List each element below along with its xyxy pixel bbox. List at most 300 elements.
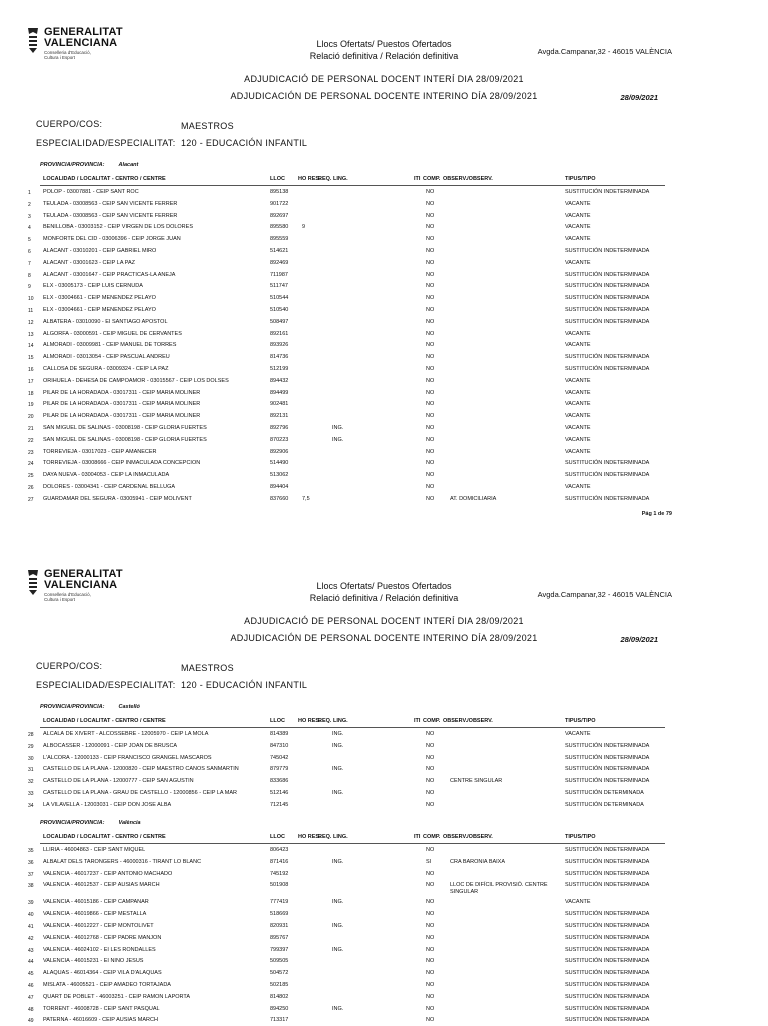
especialidad-label: ESPECIALIDAD/ESPECIALITAT: (36, 680, 176, 690)
cell-tipo: VACANTE (565, 899, 591, 906)
cell-comp: NO (426, 318, 435, 325)
cell-lloc: 892161 (270, 330, 289, 337)
cell-tipo: VACANTE (565, 236, 591, 243)
cell-lloc: 837660 (270, 495, 289, 502)
document-date: 28/09/2021 (620, 93, 658, 102)
table-row (0, 435, 768, 446)
cell-tipo: SUSTITUCIÓN INDETERMINADA (565, 1017, 650, 1024)
table-row (0, 741, 768, 752)
cell-lloc: 871416 (270, 858, 289, 865)
table-row (0, 753, 768, 764)
table-row (0, 317, 768, 328)
col-req: REQ. LING. (318, 176, 348, 182)
cell-centro: ORIHUELA - DEHESA DE CAMPOAMOR - 03015567 - CEIP LOS DOLSES (43, 377, 229, 384)
cell-centro: VALÈNCIA - 46012537 - CEIP AUSIÀS MARCH (43, 882, 160, 889)
table-row (0, 945, 768, 956)
cell-comp: NO (426, 946, 435, 953)
row-number: 40 (28, 912, 34, 919)
table-row (0, 921, 768, 932)
cell-lloc: 893926 (270, 342, 289, 349)
cell-tipo: SUSTITUCIÓN INDETERMINADA (565, 754, 650, 761)
table-row (0, 788, 768, 799)
row-number: 18 (28, 390, 34, 397)
row-number: 25 (28, 473, 34, 480)
cell-comp: NO (426, 212, 435, 219)
cell-comp: NO (426, 436, 435, 443)
cell-lloc: 712145 (270, 801, 289, 808)
cell-tipo: SUSTITUCIÓN INDETERMINADA (565, 460, 650, 467)
row-number: 3 (28, 213, 31, 220)
cell-centro: ALCALÀ DE XIVERT - ALCOSSEBRE - 12005970 - CEIP LA MOLA (43, 731, 209, 737)
cell-lloc: 814736 (270, 354, 289, 361)
cell-centro: TORRENT - 46008728 - CEIP SANT PASQUAL (43, 1005, 160, 1012)
cell-req-ling: ING. (332, 946, 344, 953)
cell-lloc: 799397 (270, 946, 289, 953)
row-number: 11 (28, 308, 34, 314)
cell-centro: L'ALCORA - 12000133 - CEIP FRANCISCO GRANGEL MASCARÓS (43, 754, 212, 761)
cell-centro: PILAR DE LA HORADADA - 03017311 - CEIP MARÍA MOLINER (43, 413, 201, 420)
cell-centro: VALÈNCIA - 46017237 - CEIP ANTONIO MACHADO (43, 870, 173, 877)
cell-lloc: 518669 (270, 911, 289, 918)
cell-centro: ALBATERA - 03010090 - EI SANTIAGO APÓSTOL (43, 318, 168, 325)
page-2 (0, 538, 768, 1024)
cell-centro: CASTELLÓ DE LA PLANA - 12000777 - CEIP SAN AGUSTÍN (43, 778, 194, 785)
table-row (0, 933, 768, 944)
cell-lloc: 713317 (270, 1017, 289, 1024)
table-row (0, 776, 768, 787)
cell-comp: NO (426, 958, 435, 965)
cell-observ: AT. DOMICILIARIA (450, 495, 497, 502)
cell-comp: NO (426, 982, 435, 988)
row-number: 36 (28, 859, 34, 866)
row-number: 48 (28, 1006, 34, 1013)
cell-lloc: 820931 (270, 923, 289, 929)
table-row (0, 1015, 768, 1026)
cell-tipo: SUSTITUCIÓN INDETERMINADA (565, 472, 650, 479)
cell-centro: DAYA NUEVA - 03004053 - CEIP LA INMACULADA (43, 472, 170, 479)
cell-tipo: SUSTITUCIÓN INDETERMINADA (565, 283, 650, 290)
cell-comp: NO (426, 366, 435, 372)
cell-req-ling: ING. (332, 923, 344, 929)
cell-centro: SAN MIGUEL DE SALINAS - 03008198 - CEIP GLORIA FUERTES (43, 425, 207, 431)
table-row (0, 411, 768, 422)
cell-tipo: SUSTITUCIÓN INDETERMINADA (565, 495, 650, 502)
col-horas: HO RES. (298, 176, 321, 182)
cell-tipo: SUSTITUCIÓN INDETERMINADA (565, 958, 650, 965)
cell-tipo: SUSTITUCIÓN INDETERMINADA (565, 248, 650, 254)
col-obs: OBSERV./OBSERV. (443, 176, 493, 182)
table-row (0, 857, 768, 868)
cell-tipo: VACANTE (565, 330, 591, 337)
row-number: 19 (28, 402, 34, 409)
row-number: 35 (28, 848, 34, 854)
cell-tipo: SUSTITUCIÓN INDETERMINADA (565, 858, 650, 865)
cell-lloc: 901722 (270, 200, 289, 207)
cell-comp: NO (426, 847, 435, 853)
cuerpo-label: CUERPO/COS: (36, 661, 103, 671)
cell-lloc: 512146 (270, 790, 289, 796)
cell-tipo: VACANTE (565, 401, 591, 408)
cell-tipo: SUSTITUCIÓN INDETERMINADA (565, 970, 650, 977)
cell-centro: LA VILAVELLA - 12003031 - CEIP DON JOSÉ ALBA (43, 801, 172, 808)
logo-subtitle: Conselleria d'Educació, Cultura i Esport (44, 50, 91, 60)
cell-tipo: SUSTITUCIÓN INDETERMINADA (565, 318, 650, 325)
cell-tipo: SUSTITUCIÓN INDETERMINADA (565, 946, 650, 953)
cell-comp: NO (426, 801, 435, 808)
cell-centro: ALACANT - 03001623 - CEIP LA PAZ (43, 259, 136, 266)
cell-comp: NO (426, 189, 435, 195)
cell-req-ling: ING. (332, 731, 344, 737)
cell-comp: NO (426, 993, 435, 1000)
cell-centro: QUART DE POBLET - 46003251 - CEIP RAMÓN LAPORTA (43, 993, 191, 1000)
cell-lloc: 777419 (270, 899, 289, 906)
table-row (0, 258, 768, 269)
cell-centro: ELX - 03004661 - CEIP MENÉNDEZ PELAYO (43, 295, 156, 302)
row-number: 41 (28, 924, 34, 930)
cell-lloc: 509505 (270, 958, 289, 965)
cell-comp: NO (426, 200, 435, 207)
row-number: 29 (28, 743, 34, 750)
col-itin: ITI (414, 176, 421, 182)
row-number: 8 (28, 272, 31, 279)
cell-comp: NO (426, 778, 435, 785)
cell-lloc: 514621 (270, 248, 289, 254)
cell-comp: NO (426, 401, 435, 408)
row-number: 28 (28, 732, 34, 738)
cell-comp: NO (426, 754, 435, 761)
cell-comp: NO (426, 248, 435, 254)
cell-centro: TORREVIEJA - 03017023 - CEIP AMANECER (43, 448, 157, 455)
cell-tipo: VACANTE (565, 484, 591, 490)
cell-comp: NO (426, 882, 435, 889)
provincia-heading: PROVINCIA/PROVINCIA: Castelló (40, 704, 140, 710)
cell-tipo: SUSTITUCIÓN INDETERMINADA (565, 923, 650, 929)
adjudicacion-title: ADJUDICACIÓN DE PERSONAL DOCENTE INTERINO DÍA 28/09/2021 (230, 91, 538, 101)
row-number: 24 (28, 461, 34, 468)
cell-lloc: 894250 (270, 1005, 289, 1012)
page-footer: Pág 1 de 79 (641, 511, 672, 517)
row-number: 49 (28, 1018, 34, 1025)
cell-centro: PILAR DE LA HORADADA - 03017311 - CEIP MARÍA MOLINER (43, 389, 201, 396)
cell-centro: VALÈNCIA - 46015186 - CEIP CAMPANAR (43, 899, 149, 906)
col-lloc: LLOC (270, 176, 285, 182)
cell-centro: ALACANT - 03001647 - CEIP PRACTICAS-LA ANEJA (43, 271, 176, 278)
cell-lloc: 501908 (270, 882, 289, 889)
row-number: 44 (28, 959, 34, 966)
cuerpo-value: MAESTROS (181, 663, 234, 673)
cell-observ: CRA BARONIA BAIXA (450, 858, 506, 865)
table-row (0, 305, 768, 316)
especialidad-label: ESPECIALIDAD/ESPECIALITAT: (36, 138, 176, 148)
cell-comp: NO (426, 934, 435, 941)
cell-tipo: SUSTITUCIÓN INDETERMINADA (565, 766, 650, 773)
cell-centro: VALÈNCIA - 46024102 - EI LES RONDALLES (43, 946, 156, 953)
cell-tipo: VACANTE (565, 224, 591, 231)
cell-lloc: 895559 (270, 236, 289, 243)
cell-lloc: 895580 (270, 224, 289, 231)
cell-comp: NO (426, 224, 435, 231)
cell-lloc: 833686 (270, 778, 289, 785)
cell-centro: ALBOCASSER - 12000091 - CEIP JOAN DE BRUSCA (43, 742, 178, 749)
cell-centro: ALMORADÍ - 03013054 - CEIP PASCUAL ANDREU (43, 354, 170, 361)
cell-tipo: SUSTITUCIÓN INDETERMINADA (565, 778, 650, 785)
cell-lloc: 892796 (270, 425, 289, 431)
cell-centro: MONFORTE DEL CID - 03006396 - CEIP JORGE JUAN (43, 236, 181, 243)
cell-centro: VALÈNCIA - 46015231 - EI NINO JESUS (43, 958, 144, 965)
row-number: 1 (28, 190, 31, 196)
cell-centro: ALAQUÀS - 46014364 - CEIP VILA D'ALAQUÀS (43, 970, 162, 977)
row-number: 12 (28, 319, 34, 326)
cell-tipo: VACANTE (565, 731, 591, 737)
table-row (0, 187, 768, 198)
table-row (0, 1004, 768, 1015)
row-number: 38 (28, 883, 34, 890)
row-number: 21 (28, 426, 34, 432)
cell-tipo: SUSTITUCIÓN INDETERMINADA (565, 271, 650, 278)
cell-comp: NO (426, 472, 435, 479)
row-number: 33 (28, 791, 34, 797)
table-row (0, 869, 768, 880)
cell-lloc: 806423 (270, 847, 289, 853)
row-number: 2 (28, 201, 31, 208)
table-row (0, 909, 768, 920)
column-header: LOCALIDAD / LOCALITAT - CENTRO / CENTRE LLOC HO RES. REQ. LING. ITI COMP. OBSERV./OBSERV. TIPUS/TIPO (40, 718, 665, 728)
column-header: LOCALIDAD / LOCALITAT - CENTRO / CENTRE LLOC HO RES. REQ. LING. ITI COMP. OBSERV./OBSERV. TIPUS/TIPO (40, 834, 665, 844)
col-localidad: LOCALIDAD / LOCALITAT - CENTRO / CENTRE (43, 176, 166, 182)
table-row (0, 729, 768, 740)
cell-tipo: VACANTE (565, 342, 591, 349)
adjudicacio-title: ADJUDICACIÓ DE PERSONAL DOCENT INTERÍ DIA 28/09/2021 (244, 616, 524, 626)
cell-centro: PILAR DE LA HORADADA - 03017311 - CEIP MARÍA MOLINER (43, 401, 201, 408)
cell-lloc: 814389 (270, 731, 289, 737)
cell-centro: VALÈNCIA - 46012227 - CEIP MONTOLIVET (43, 923, 154, 929)
header-title: Llocs Ofertats/ Puestos Ofertados Relació definitiva / Relación definitiva (309, 581, 459, 603)
row-number: 42 (28, 935, 34, 942)
document-date: 28/09/2021 (620, 635, 658, 644)
cell-centro: MISLATA - 46005521 - CEIP AMADEO TORTAJADA (43, 982, 171, 988)
cell-tipo: SUSTITUCIÓN DETERMINADA (565, 790, 644, 796)
table-row (0, 352, 768, 363)
cell-req-ling: ING. (332, 1005, 344, 1012)
cell-comp: SI (426, 858, 432, 865)
row-number: 46 (28, 983, 34, 989)
table-row (0, 234, 768, 245)
provincia-heading: PROVINCIA/PROVINCIA: València (40, 820, 141, 826)
cell-centro: ELX - 03004661 - CEIP MENÉNDEZ PELAYO (43, 307, 156, 313)
cell-centro: CASTELLÓ DE LA PLANA - 12000820 - CEIP MAESTRO CANOS SANMARTÍN (43, 766, 239, 773)
column-header (40, 176, 665, 186)
row-number: 32 (28, 779, 34, 786)
row-number: 17 (28, 378, 34, 385)
col-comp: COMP. (423, 176, 441, 182)
table-row (0, 293, 768, 304)
cell-centro: ALBALAT DELS TARONGERS - 46000316 - TIRANT LO BLANC (43, 858, 202, 865)
table-row (0, 376, 768, 387)
cell-tipo: SUSTITUCIÓN INDETERMINADA (565, 295, 650, 302)
row-number: 26 (28, 485, 34, 491)
table-row (0, 880, 768, 897)
row-number: 43 (28, 947, 34, 954)
cell-tipo: VACANTE (565, 425, 591, 431)
row-number: 22 (28, 437, 34, 444)
header-address: Avgda.Campanar,32 - 46015 VALÈNCIA (537, 590, 672, 599)
cell-comp: NO (426, 495, 435, 502)
cell-comp: NO (426, 425, 435, 431)
cell-comp: NO (426, 923, 435, 929)
cell-lloc: 513062 (270, 472, 289, 479)
row-number: 14 (28, 343, 34, 350)
cell-comp: NO (426, 484, 435, 490)
cell-tipo: SUSTITUCIÓN INDETERMINADA (565, 307, 650, 313)
provincia-heading: PROVINCIA/PROVINCIA: Alacant (40, 162, 139, 168)
cell-tipo: SUSTITUCIÓN INDETERMINADA (565, 366, 650, 372)
table-row (0, 329, 768, 340)
table-row (0, 388, 768, 399)
row-number: 34 (28, 802, 34, 809)
cell-tipo: VACANTE (565, 259, 591, 266)
cell-lloc: 894499 (270, 389, 289, 396)
cell-tipo: SUSTITUCIÓN INDETERMINADA (565, 882, 650, 889)
cell-lloc: 511747 (270, 283, 288, 290)
cell-comp: NO (426, 742, 435, 749)
cell-tipo: SUSTITUCIÓN INDETERMINADA (565, 993, 650, 1000)
cell-tipo: VACANTE (565, 377, 591, 384)
cell-centro: POLOP - 03007881 - CEIP SANT ROC (43, 189, 139, 195)
row-number: 30 (28, 755, 34, 762)
row-number: 16 (28, 367, 34, 373)
table-row (0, 897, 768, 908)
cell-centro: SAN MIGUEL DE SALINAS - 03008198 - CEIP GLORIA FUERTES (43, 436, 207, 443)
table-row (0, 281, 768, 292)
cell-centro: TEULADA - 03008563 - CEIP SAN VICENTE FERRER (43, 212, 178, 219)
cell-comp: NO (426, 330, 435, 337)
table-row (0, 968, 768, 979)
cell-centro: ALMORADÍ - 03009981 - CEIP MANUEL DE TORRES (43, 342, 177, 349)
cell-centro: TORREVIEJA - 03008666 - CEIP INMACULADA CONCEPCIÓN (43, 460, 201, 467)
row-number: 31 (28, 767, 34, 774)
cell-lloc: 879779 (270, 766, 289, 773)
cell-lloc: 512199 (270, 366, 289, 372)
row-number: 15 (28, 355, 34, 362)
cell-lloc: 510544 (270, 295, 289, 302)
cell-tipo: SUSTITUCIÓN INDETERMINADA (565, 870, 650, 877)
cell-comp: NO (426, 413, 435, 420)
row-number: 10 (28, 296, 34, 303)
logo-name: GENERALITAT VALENCIANA (44, 568, 123, 591)
cell-centro: PATERNA - 46016609 - CEIP AUSIÀS MARCH (43, 1017, 158, 1024)
table-row (0, 470, 768, 481)
cell-req-ling: ING. (332, 790, 344, 796)
table-row (0, 364, 768, 375)
cell-comp: NO (426, 460, 435, 467)
cell-comp: NO (426, 283, 435, 290)
cell-horas: 9 (302, 224, 306, 231)
cell-req-ling: ING. (332, 858, 344, 865)
table-row (0, 246, 768, 257)
cell-centro: ALACANT - 03010201 - CEIP GABRIEL MIRO (43, 248, 157, 254)
cell-req-ling: ING. (332, 436, 344, 443)
cell-req-ling: ING. (332, 899, 344, 906)
cell-centro: ELX - 03005173 - CEIP LUIS CERNUDA (43, 283, 143, 290)
row-number: 7 (28, 260, 31, 267)
adjudicacio-title: ADJUDICACIÓ DE PERSONAL DOCENT INTERÍ DIA 28/09/2021 (244, 74, 524, 84)
table-row (0, 340, 768, 351)
cell-lloc: 894432 (270, 377, 289, 384)
cell-lloc: 892697 (270, 212, 289, 219)
table-row (0, 764, 768, 775)
cell-comp: NO (426, 307, 435, 313)
cell-comp: NO (426, 354, 435, 361)
cell-tipo: VACANTE (565, 448, 591, 455)
table-row (0, 956, 768, 967)
row-number: 47 (28, 994, 34, 1001)
cell-comp: NO (426, 899, 435, 906)
cell-lloc: 508497 (270, 318, 289, 325)
cell-centro: ALGORFA - 03000591 - CEIP MIGUEL DE CERVANTES (43, 330, 182, 337)
table-row (0, 222, 768, 233)
especialidad-value: 120 - EDUCACIÓN INFANTIL (181, 138, 308, 148)
cell-comp: NO (426, 342, 435, 349)
cell-req-ling: ING. (332, 742, 344, 749)
table-row (0, 980, 768, 991)
cell-lloc: 502185 (270, 982, 289, 988)
cell-lloc: 510540 (270, 307, 289, 313)
cell-tipo: SUSTITUCIÓN INDETERMINADA (565, 354, 650, 361)
cell-comp: NO (426, 389, 435, 396)
header-title: Llocs Ofertats/ Puestos Ofertados Relació definitiva / Relación definitiva (309, 39, 459, 61)
cell-centro: CALLOSA DE SEGURA - 03009324 - CEIP LA PAZ (43, 366, 169, 372)
cell-lloc: 892131 (270, 413, 289, 420)
row-number: 20 (28, 414, 34, 421)
table-row (0, 423, 768, 434)
cell-comp: NO (426, 1017, 435, 1024)
adjudicacion-title: ADJUDICACIÓN DE PERSONAL DOCENTE INTERINO DÍA 28/09/2021 (230, 633, 538, 643)
cell-comp: NO (426, 1005, 435, 1012)
cell-centro: VALÈNCIA - 46012768 - CEIP PADRE MANJON (43, 934, 162, 941)
table-row (0, 482, 768, 493)
table-row (0, 992, 768, 1003)
cell-centro: GUARDAMAR DEL SEGURA - 03005941 - CEIP MOLIVENT (43, 495, 192, 502)
cell-lloc: 894404 (270, 484, 289, 490)
cell-lloc: 902481 (270, 401, 289, 408)
cell-tipo: VACANTE (565, 200, 591, 207)
table-row (0, 270, 768, 281)
cell-observ: LLOC DE DIFÍCIL PROVISIÓ. CENTRE SINGULAR (450, 882, 548, 896)
header-address: Avgda.Campanar,32 - 46015 VALÈNCIA (537, 47, 672, 56)
cell-tipo: SUSTITUCIÓN INDETERMINADA (565, 982, 650, 988)
cell-lloc: 870223 (270, 436, 289, 443)
cell-horas: 7,5 (302, 495, 310, 502)
cell-comp: NO (426, 259, 435, 266)
row-number: 6 (28, 249, 31, 255)
cuerpo-value: MAESTROS (181, 121, 234, 131)
cell-tipo: VACANTE (565, 212, 591, 219)
row-number: 37 (28, 871, 34, 878)
cell-comp: NO (426, 377, 435, 384)
cell-centro: TEULADA - 03008563 - CEIP SAN VICENTE FERRER (43, 200, 178, 207)
cell-comp: NO (426, 970, 435, 977)
cell-lloc: 895767 (270, 934, 289, 941)
cell-lloc: 892469 (270, 259, 289, 266)
row-number: 4 (28, 225, 31, 232)
cell-comp: NO (426, 295, 435, 302)
cell-comp: NO (426, 911, 435, 918)
logo-name: GENERALITAT VALENCIANA (44, 26, 123, 49)
cell-comp: NO (426, 790, 435, 796)
logo-subtitle: Conselleria d'Educació, Cultura i Esport (44, 592, 91, 602)
table-row (0, 800, 768, 811)
row-number: 23 (28, 449, 34, 456)
